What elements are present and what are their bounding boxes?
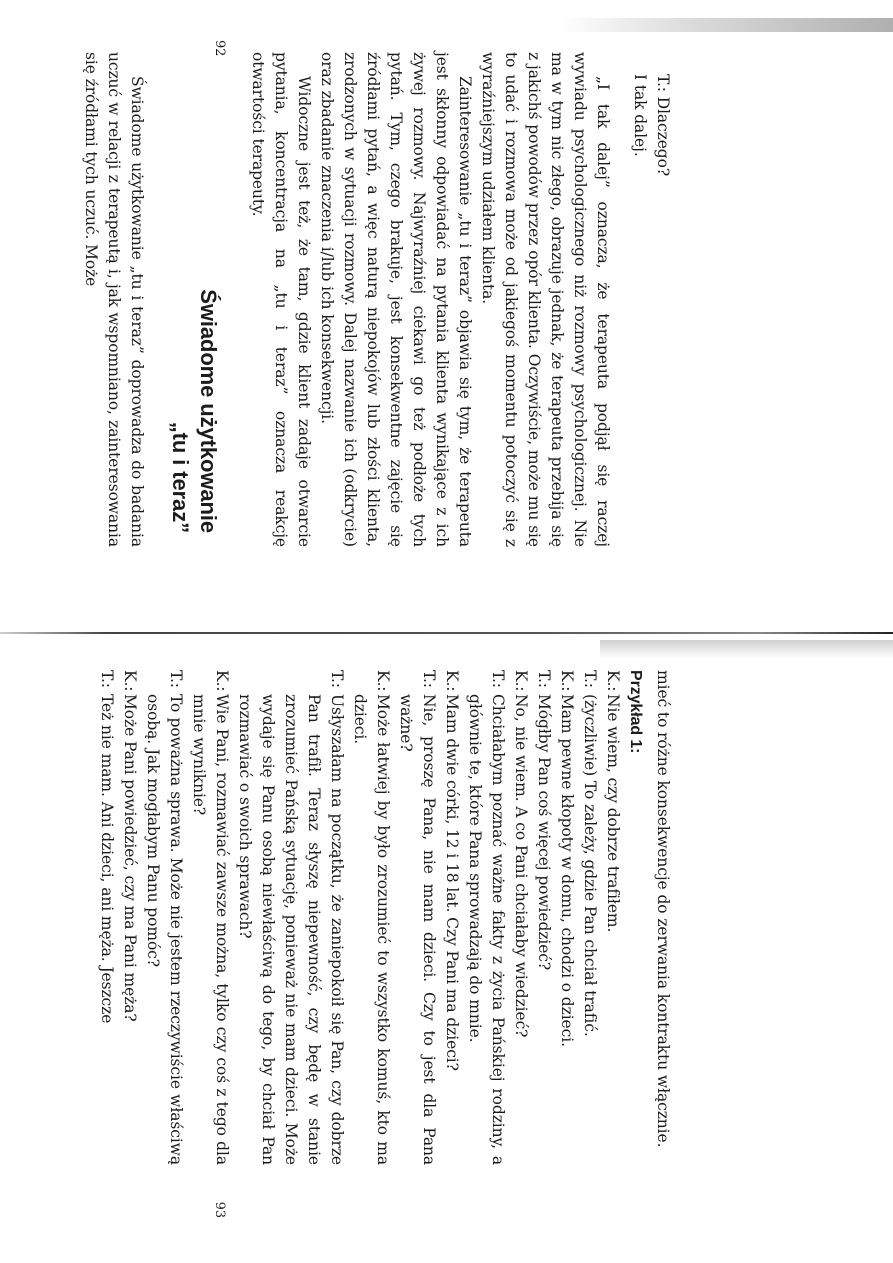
paragraph: Zainteresowanie „tu i teraz” objawia się tym, że terapeuta jest skłonny odpowiadać na pytania klienta wynikające z ich żywej rozmowy. Najwyraźniej ciekawi go też podłoże tych pytań. Tym, czego brakuje, jest konsekwentne zajęcie się źródłami pytań, a więc naturą niepokojów lub złości klienta, zrodzonych w sytuacji rozmowy. Dalej nazwanie ich (odkrycie) oraz zbadanie znaczenia i/lub ich konsekwencji.	[318, 52, 474, 547]
speaker-label: T.:	[581, 670, 599, 688]
speaker-label: K.:	[121, 670, 139, 692]
speaker-label: T.:	[167, 670, 185, 688]
paragraph: „I tak dalej” oznacza, że terapeuta podjął się raczej wywiadu psychologicznego niż rozmowy psychologicznej. Nie ma w tym nic złego, obrazuje jednak, że terapeuta przebija się z jakichś powodów przez opór klienta. Oczywiście, może mu się to udać i rozmowa może od jakiegoś momentu potoczyć się z wyraźniejszym udziałem klienta.	[479, 52, 612, 547]
page-text-block	[79, 52, 674, 547]
speaker-label: T.:	[420, 670, 438, 688]
speech-text: Mam dwie córki, 12 i 18 lat. Czy Pani ma dzieci?	[443, 694, 461, 1071]
speech-text: Wie Pani, rozmawiać zawsze można, tylko czy coś z tego dla mnie wyniknie?	[190, 694, 231, 1165]
speech-text: Też nie mam. Ani dzieci, ani męża. Jeszcze	[98, 694, 116, 1024]
book-page-92	[82, 40, 680, 600]
speaker-label: K.:	[512, 670, 530, 692]
section-title	[166, 52, 222, 533]
paragraph: Widoczne jest też, że tam, gdzie klient zadaje otwarcie pytania, koncentracja na „tu i teraz” oznacza reakcję otwartości terapeuty.	[249, 52, 313, 547]
speaker-label: T.:	[489, 670, 507, 688]
dialogue-list	[95, 670, 624, 1165]
example-heading: Przykład 1:	[627, 670, 644, 754]
dialogue-turn	[532, 670, 555, 1165]
dialogue-turn	[440, 670, 463, 1165]
speaker-label: T.:	[535, 670, 553, 688]
speaker-label: K.:	[213, 670, 231, 692]
dialogue-turn	[463, 670, 509, 1165]
paragraph: Świadome użytkowanie „tu i teraz” doprowadza do badania uczuć w relacji z terapeutą i, jak wspomniano, zainteresowania się źródłami tych uczuć. Może	[82, 52, 146, 547]
speech-text: Chciałabym poznać ważne fakty z życia Pańskiej rodziny, a głównie te, które Pana sprowadzają do mnie.	[466, 694, 507, 1165]
speaker-label: K.:	[374, 670, 392, 692]
scan-shadow-top	[560, 18, 893, 32]
speech-text: Nie wiem, czy dobrze trafiłem.	[604, 694, 622, 933]
speech-text: Mógłby Pan coś więcej powiedzieć?	[535, 694, 553, 971]
gutter-shadow	[600, 640, 893, 658]
dialogue-turn	[394, 670, 440, 1165]
book-page-93	[98, 658, 680, 1218]
dialogue-turn	[233, 670, 348, 1165]
dialogue-turn	[187, 670, 233, 1165]
dialogue-turn	[555, 670, 578, 1165]
speech-text: (życzliwie) To zależy, gdzie Pan chciał trafić.	[581, 694, 599, 1037]
speech-text: Może Pani powiedzieć, czy ma Pani męża?	[121, 694, 139, 1022]
speech-text: Nie, proszę Pana, nie mam dzieci. Czy to jest dla Pana ważne?	[397, 694, 438, 1165]
dialogue-turn	[578, 670, 601, 1165]
speech-text: No, nie wiem. A co Pani chciałaby wiedzieć?	[512, 694, 530, 1038]
speech-text: Mam pewne kłopoty w domu, chodzi o dzieci.	[558, 694, 576, 1047]
dialogue-turn	[141, 670, 187, 1165]
dialogue-turn	[118, 670, 141, 1165]
section-title-line: „tu i teraz”	[168, 421, 193, 533]
dialogue-turn	[601, 670, 624, 1165]
speech-text: Może łatwiej by było zrozumieć to wszystko komuś, kto ma dzieci.	[351, 694, 392, 1165]
speaker-label: K.:	[558, 670, 576, 692]
speaker-label: K.:	[604, 670, 622, 692]
dialogue-turn	[348, 670, 394, 1165]
dialogue-line: I tak dalej.	[631, 74, 649, 157]
page-text-block	[95, 670, 674, 1165]
dialogue-line: T.: Dlaczego?	[654, 74, 672, 177]
book-gutter-line	[0, 632, 893, 634]
speaker-label: T.:	[328, 670, 346, 688]
page-number: 92	[212, 40, 227, 57]
speech-text: Usłyszałam na początku, że zaniepokoił się Pan, czy dobrze Pan trafił. Teraz słyszę niepewność, czy będę w stanie zrozumieć Pańską sytuację, ponieważ nie mam dzieci. Może wydaje się Panu osobą niewłaściwą do tego, by chciał Pan rozmawiać o swoich sprawach?	[236, 694, 346, 1165]
speaker-label: K.:	[443, 670, 461, 692]
section-title-line: Świadome użytkowanie	[196, 289, 221, 533]
dialogue-turn	[95, 670, 118, 1165]
speech-text: To poważna sprawa. Może nie jestem rzeczywiście właściwą osobą. Jak mogłabym Panu pomóc?	[144, 694, 185, 1165]
dialogue-turn	[509, 670, 532, 1165]
speaker-label: T.:	[98, 670, 116, 688]
page-number: 93	[212, 1201, 227, 1218]
paragraph: mieć to różne konsekwencje do zerwania kontraktu włącznie.	[654, 670, 672, 1148]
